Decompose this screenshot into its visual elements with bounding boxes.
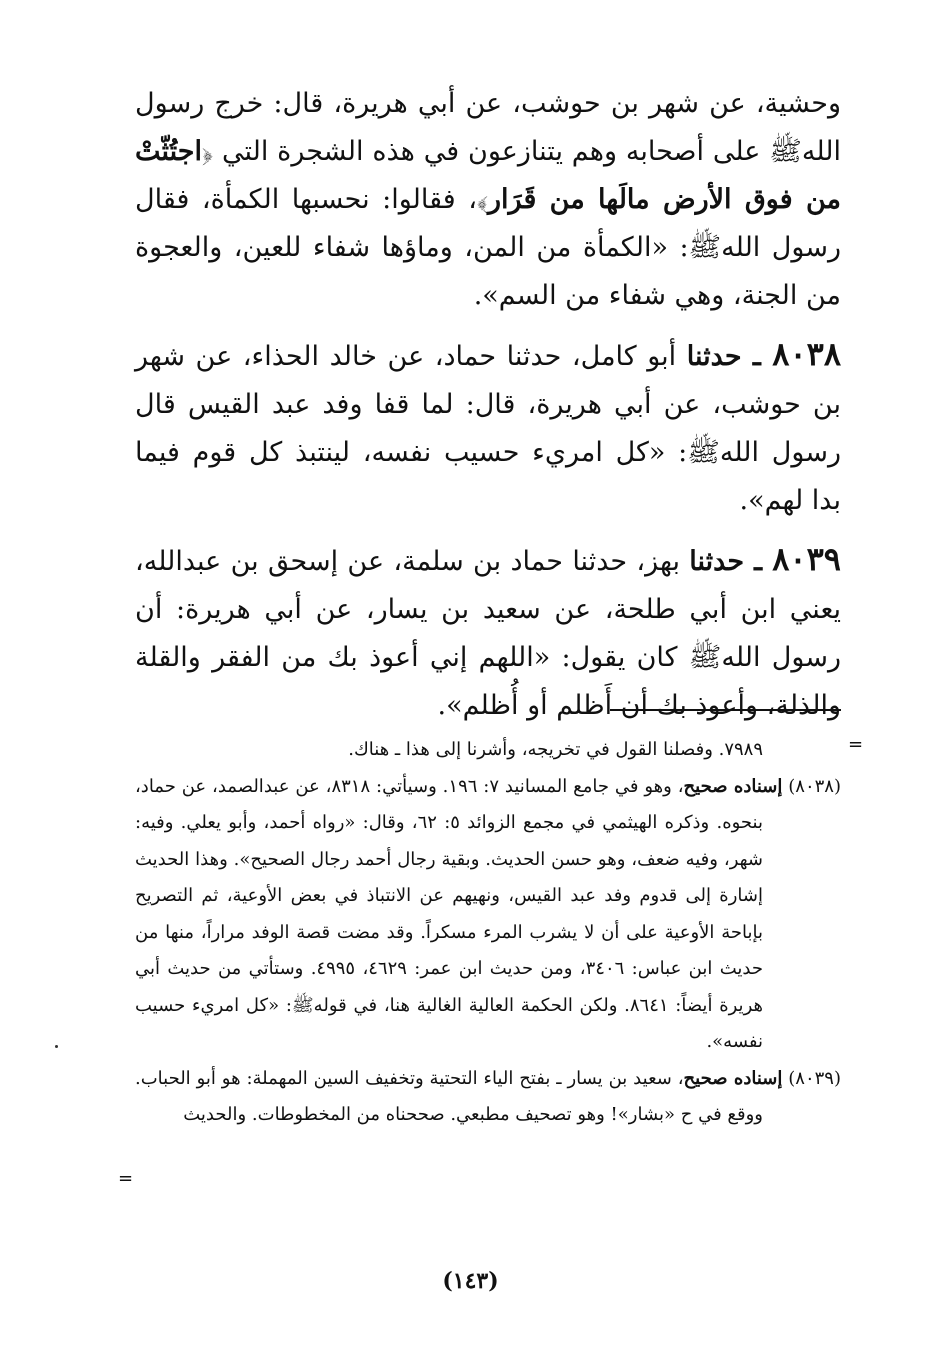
footnote-grade: إسناده صحيح [683, 775, 783, 797]
page-number: (١٤٣) [442, 1268, 499, 1294]
footnote-separator [610, 709, 841, 711]
footnote-ref: (٨٠٣٨) [788, 775, 841, 797]
footnotes [135, 732, 841, 1134]
hadith-text: بهز، حدثنا حماد بن سلمة، عن إسحق بن عبدالله، يعني ابن أبي طلحة، عن سعيد بن يسار، عن أبي هريرة: أن رسول اللهﷺ كان يقول: «اللهم إني أعوذ بك من الفقر والقلة والذلة، وأعوذ بك أن أَظلم أو أُظلم». [135, 546, 841, 721]
main-text [135, 80, 841, 730]
continuation-mark-end: = [118, 1168, 134, 1189]
footnote-text: ، وهو في جامع المسانيد ٧: ١٩٦. وسيأتي: ٨٣١٨، عن عبدالصمد، عن حماد، بنحوه. وذكره الهيثمي في مجمع الزوائد ٥: ٦٢، وقال: «رواه أحمد، وأبو يعلي. وفيه: شهر، وفيه ضعف، وهو حسن الحديث. وبقية رجال أحمد رجال الصحيح». وهذا الحديث إشارة إلى قدوم وفد عبد القيس، ونهيهم عن الانتباذ في بعض الأوعية، ثم التصريح بإباحة الأوعية على أن لا يشرب المرء مسكراً. وقد مضت قصة الوفد مراراً، منها من حديث ابن عباس: ٣٤٠٦، ومن حديث ابن عمر: ٤٦٢٩، ٤٩٩٥. وستأتي من حديث أبي هريرة أيضاً: ٨٦٤١. ولكن الحكمة العالية الغالية هنا، في قولهﷺ: «كل امريء حسيب نفسه». [135, 775, 763, 1052]
hadith-number: ٨٠٣٨ [772, 335, 841, 373]
paragraph-continuation: وحشية، عن شهر بن حوشب، عن أبي هريرة، قال: خرج رسول اللهﷺ على أصحابه وهم يتنازعون في هذه الشجرة التي ﴿اجتُثّتْ من فوق الأرض مالَها من قَرَار﴾، فقالوا: نحسبها الكمأة، فقال رسول اللهﷺ: «الكمأة من المن، وماؤها شفاء للعين، والعجوة من الجنة، وهي شفاء من السم». [135, 88, 841, 311]
scan-speck [55, 1045, 58, 1048]
footnote-grade: إسناده صحيح [683, 1067, 783, 1089]
hadith-keyword: حدثنا [689, 546, 745, 577]
footnote-8038 [135, 769, 841, 1061]
footnote-8039 [135, 1061, 841, 1134]
continuation-mark: = [848, 734, 864, 755]
hadith-keyword: حدثنا [686, 341, 742, 372]
footnote-continuation: ٧٩٨٩. وفصلنا القول في تخريجه، وأشرنا إلى هذا ـ هناك. [348, 739, 763, 760]
hadith-8038: ٨٠٣٨ ـ حدثنا أبو كامل، حدثنا حماد، عن خالد الحذاء، عن شهر بن حوشب، عن أبي هريرة، قال: لما قفا وفد عبد القيس قال رسول اللهﷺ: «كل امريء حسيب نفسه، لينتبذ كل قوم فيما بدا لهم». [135, 335, 841, 516]
footnote-ref: (٨٠٣٩) [788, 1067, 841, 1089]
hadith-number: ٨٠٣٩ [772, 540, 841, 578]
footnote-text: ، سعيد بن يسار ـ بفتح الياء التحتية وتخفيف السين المهملة: هو أبو الحباب. ووقع في ح «بشار»! وهو تصحيف مطبعي. صححناه من المخطوطات. والحديث [135, 1067, 763, 1125]
quran-verse: اجتُثّتْ من فوق الأرض مالَها من قَرَار [135, 136, 841, 215]
hadith-8039: ٨٠٣٩ ـ حدثنا بهز، حدثنا حماد بن سلمة، عن إسحق بن عبدالله، يعني ابن أبي طلحة، عن سعيد بن يسار، عن أبي هريرة: أن رسول اللهﷺ كان يقول: «اللهم إني أعوذ بك من الفقر والقلة والذلة، وأعوذ بك أن أَظلم أو أُظلم». [135, 540, 841, 721]
hadith-text: أبو كامل، حدثنا حماد، عن خالد الحذاء، عن شهر بن حوشب، عن أبي هريرة، قال: لما قفا وفد عبد القيس قال رسول اللهﷺ: «كل امريء حسيب نفسه، لينتبذ كل قوم فيما بدا لهم». [135, 341, 841, 516]
